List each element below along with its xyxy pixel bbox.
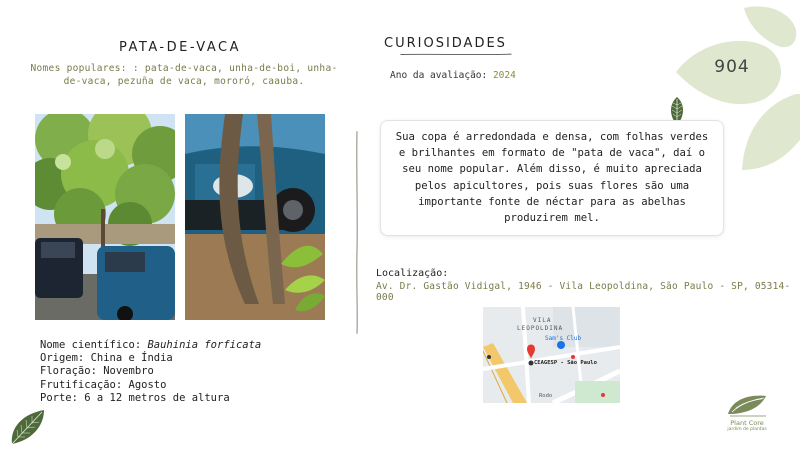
leaf-icon-bottom [8, 406, 48, 446]
column-divider [356, 30, 358, 435]
curiosities-heading: CURIOSIDADES [384, 36, 507, 51]
location-label: Localização: [376, 268, 449, 279]
scientific-name-row [40, 339, 261, 352]
plant-details [40, 339, 261, 405]
year-value: 2024 [492, 70, 516, 81]
leaf-shape-top [744, 6, 796, 47]
logo-name: Plant Core [730, 419, 764, 427]
origin-row: Origem: China e Índia [40, 352, 173, 365]
curiosity-text: Sua copa é arredondada e densa, com folhas verdes e brilhantes em formato de "pata de vaca", daí o seu nome popular. Além disso, é muito apreciada pelos apicultores, pois suas flores são uma importante fonte de néctar para as abelhas produzirem mel. [395, 131, 709, 225]
popular-names: Nomes populares: : pata-de-vaca, unha-de-boi, unha-de-vaca, pezuña de vaca, mororó, caauba. [30, 63, 338, 87]
location-address: Av. Dr. Gastão Vidigal, 1946 - Vila Leopoldina, São Paulo - SP, 05314-000 [376, 281, 791, 303]
scientific-label: Nome científico: [40, 339, 148, 351]
map-district-2: LEOPOLDINA [517, 325, 564, 332]
tree-canopy-photo [35, 114, 175, 320]
leaf-shape-bottom [742, 94, 800, 170]
plant-core-logo-icon [726, 392, 768, 418]
evaluation-year [390, 70, 516, 81]
map-store: Sam's Club [545, 335, 582, 342]
evaluation-number: 904 [714, 57, 750, 77]
logo-text [716, 419, 778, 432]
fruiting-row: Frutificação: Agosto [40, 378, 167, 391]
plant-title: PATA-DE-VACA [119, 40, 241, 55]
size-row: Porte: 6 a 12 metros de altura [40, 391, 230, 404]
tree-trunk-photo [185, 114, 325, 320]
location-map[interactable] [483, 307, 620, 403]
map-district-1: VILA [533, 317, 552, 324]
scientific-name: Bauhinia forficata [147, 339, 262, 351]
logo-tagline: jardim de plantas [727, 427, 767, 432]
curiosity-card [380, 120, 724, 236]
map-road: Rodo [539, 393, 553, 399]
heading-underline [382, 53, 530, 56]
year-label: Ano da avaliação: [390, 70, 493, 81]
map-pin-label: CEAGESP - São Paulo [534, 360, 597, 366]
flowering-row: Floração: Novembro [40, 365, 154, 378]
